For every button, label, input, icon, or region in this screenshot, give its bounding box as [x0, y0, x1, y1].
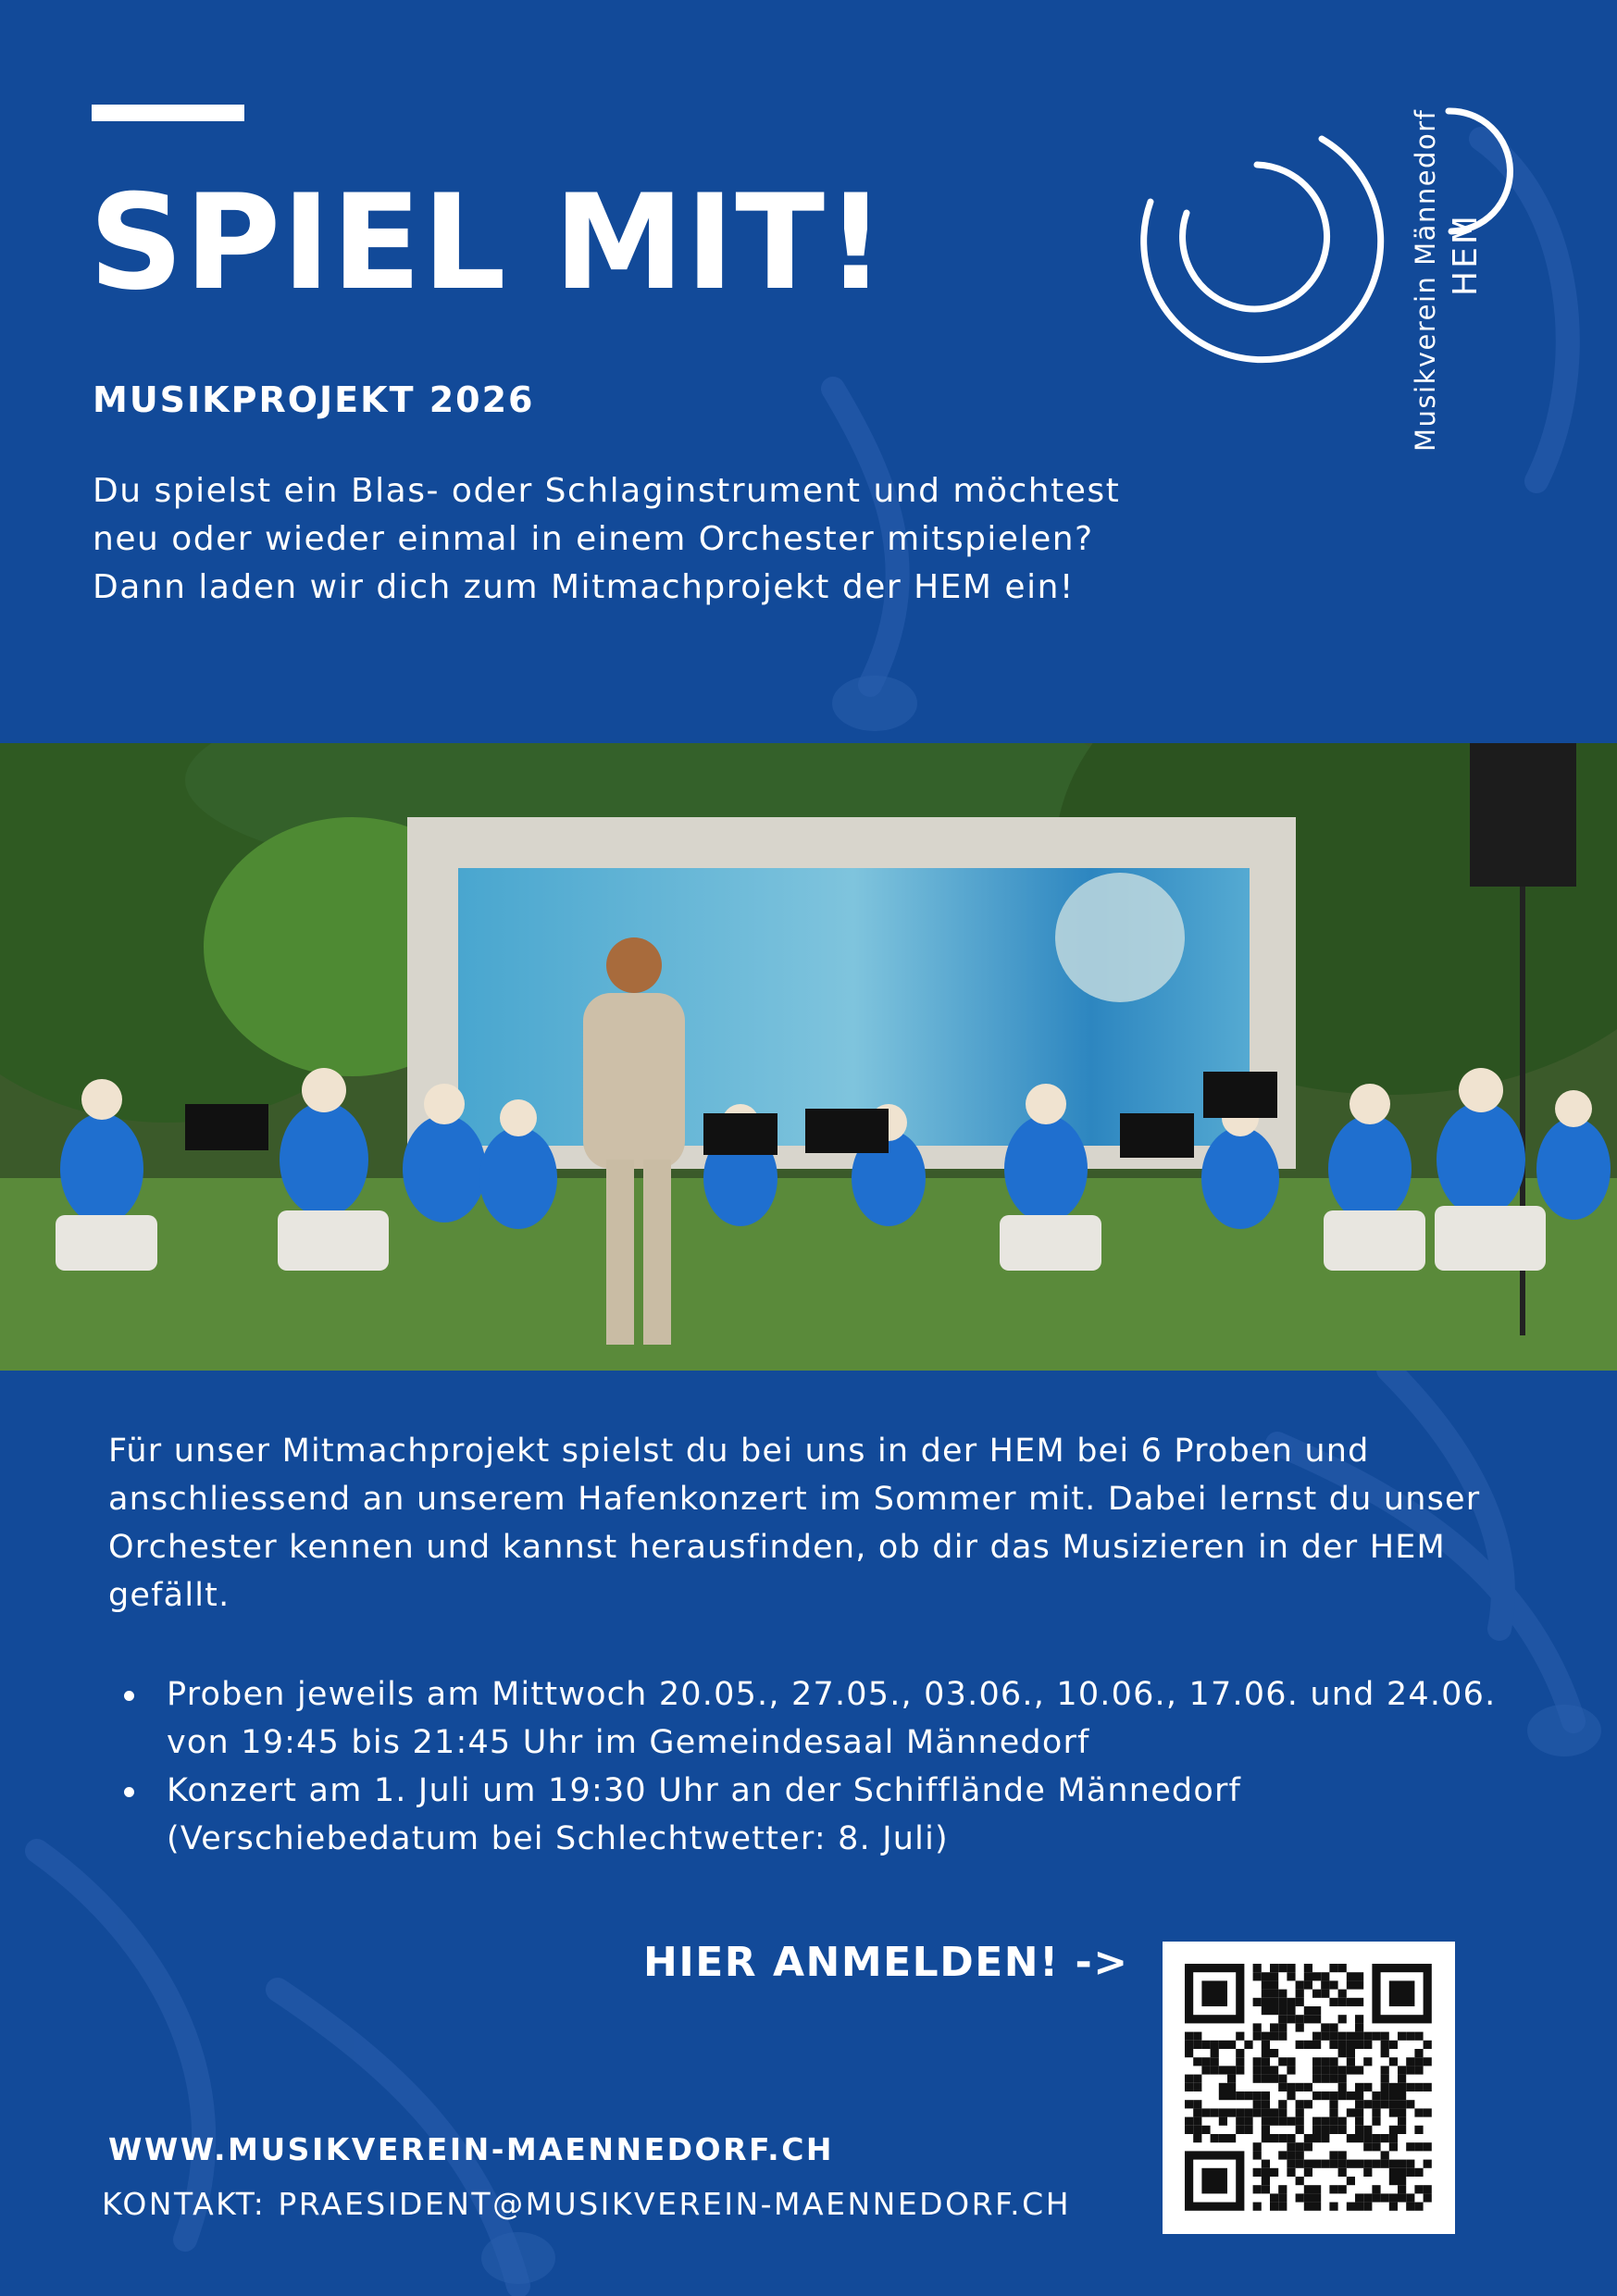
- contact-email[interactable]: KONTAKT: PRAESIDENT@MUSIKVEREIN-MAENNEDORF.CH: [102, 2186, 1072, 2222]
- orchestra-photo: [0, 743, 1617, 1371]
- website-link[interactable]: WWW.MUSIKVEREIN-MAENNEDORF.CH: [108, 2131, 835, 2167]
- musikverein-logo-icon: [1138, 74, 1583, 463]
- register-cta: HIER ANMELDEN! ->: [643, 1939, 1129, 1986]
- list-item: [120, 1767, 1555, 1863]
- project-subtitle: MUSIKPROJEKT 2026: [93, 379, 535, 420]
- schedule-list: [120, 1670, 1555, 1863]
- qr-code[interactable]: [1163, 1942, 1455, 2234]
- list-item-text: Konzert am 1. Juli um 19:30 Uhr an der Schiffländе Männedorf (Verschiebedatum bei Schlechtwetter: 8. Juli): [167, 1772, 1242, 1857]
- list-item-text: Proben jeweils am Mittwoch 20.05., 27.05., 03.06., 10.06., 17.06. und 24.06. von 19:45 bis 21:45 Uhr im Gemeindesaal Männedorf: [167, 1676, 1497, 1761]
- intro-text: Du spielst ein Blas- oder Schlaginstrument und möchtest neu oder wieder einmal in einem Orchester mitspielen? Dann laden wir dich zum Mitmachprojekt der HEM ein!: [93, 472, 1121, 606]
- qr-code-icon[interactable]: [1163, 1942, 1455, 2234]
- bullet-icon: [124, 1787, 134, 1797]
- logo-abbreviation: HEM: [1447, 213, 1485, 296]
- bullet-icon: [124, 1691, 134, 1701]
- title-accent-bar: [92, 105, 244, 121]
- list-item: [120, 1670, 1555, 1767]
- logo-name: Musikverein Männedorf: [1410, 108, 1441, 452]
- project-description: [108, 1427, 1552, 1620]
- page-title: SPIEL MIT!: [89, 167, 887, 319]
- description-paragraph: Für unser Mitmachprojekt spielst du bei uns in der HEM bei 6 Proben und anschliessend an unserem Hafenkonzert im Sommer mit. Dabei lernst du unser Orchester kennen und kannst herausfinden, ob dir das Musizieren in der HEM gefällt.: [108, 1433, 1481, 1614]
